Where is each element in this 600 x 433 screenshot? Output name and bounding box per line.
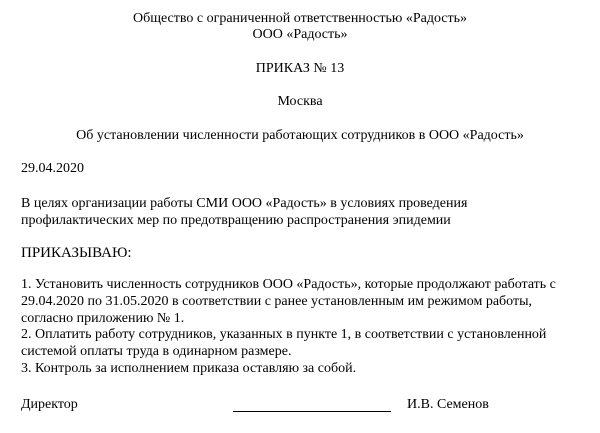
preamble-line: В целях организации работы СМИ ООО «Радость» в условиях проведения [21,196,468,211]
order-item-line: 1. Установить численность сотрудников ООО «Радость», которые продолжают работать с [21,277,556,292]
order-item-2 [21,326,586,360]
signature-line [233,411,391,412]
organization-full-name: Общество с ограниченной ответственностью «Радость» [132,11,468,26]
order-item-3 [21,360,586,377]
order-subject: Об установлении численности работающих сотрудников в ООО «Радость» [76,128,524,143]
order-title: ПРИКАЗ № 13 [255,61,345,76]
order-item-1 [21,276,586,327]
city: Москва [277,94,323,109]
order-item-line: 3. Контроль за исполнением приказа оставляю за собой. [21,361,357,376]
order-item-line: 29.04.2020 по 31.05.2020 в соответствии с ранее установленным им режимом работы, [21,294,532,309]
preamble-line: профилактических мер по предотвращению распространения эпидемии [21,213,451,228]
order-item-line: 2. Оплатить работу сотрудников, указанных в пункте 1, в соответствии с установленной [21,327,547,342]
order-date: 29.04.2020 [21,161,84,176]
order-verb: ПРИКАЗЫВАЮ: [21,245,132,261]
signatory-name: И.В. Семенов [407,397,489,412]
order-item-line: согласно приложению № 1. [21,311,185,326]
order-item-line: системой оплаты труда в одинарном размере. [21,344,292,359]
signatory-role: Директор [21,397,78,412]
preamble [21,195,586,229]
organization-short-name: ООО «Радость» [252,27,348,42]
